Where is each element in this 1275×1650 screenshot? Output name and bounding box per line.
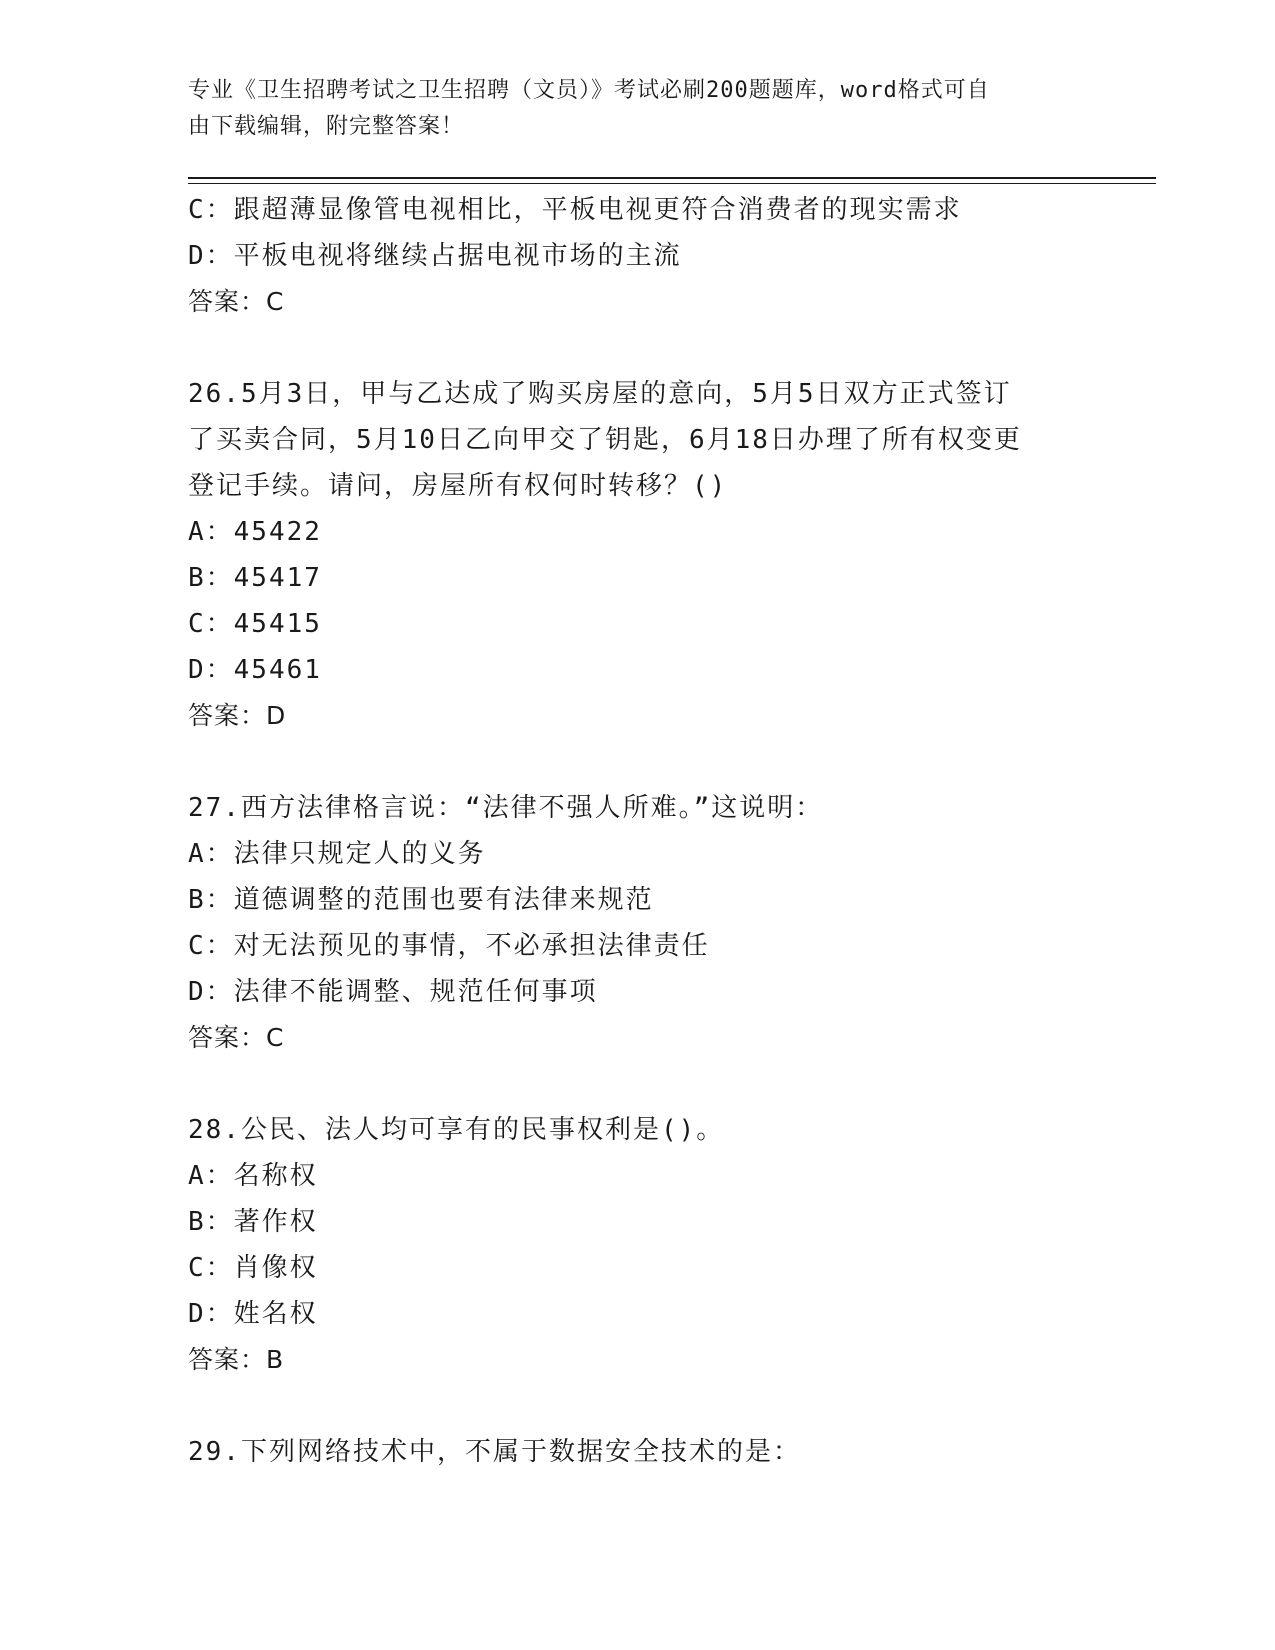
question-27-option-c: C：对无法预见的事情，不必承担法律责任 bbox=[188, 931, 710, 961]
question-28-option-b: B：著作权 bbox=[188, 1207, 318, 1237]
header-divider-thin bbox=[188, 183, 1156, 184]
prev-answer: 答案：C bbox=[188, 287, 285, 316]
header-divider-thick bbox=[188, 177, 1156, 179]
question-28-answer: 答案：B bbox=[188, 1345, 285, 1374]
question-26-option-c: C：45415 bbox=[188, 609, 322, 639]
question-26-option-b: B：45417 bbox=[188, 563, 322, 593]
question-28-option-a: A：名称权 bbox=[188, 1161, 318, 1191]
header-line-1: 专业《卫生招聘考试之卫生招聘（文员）》考试必刷200题题库，word格式可自 bbox=[188, 78, 990, 103]
question-26-option-d: D：45461 bbox=[188, 655, 322, 685]
document-header bbox=[188, 73, 1068, 145]
question-28-option-c: C：肖像权 bbox=[188, 1253, 318, 1283]
question-26-stem-line-1: 26.5月3日，甲与乙达成了购买房屋的意向，5月5日双方正式签订 bbox=[188, 379, 1012, 409]
question-block-28 bbox=[188, 1107, 1088, 1383]
spacer bbox=[188, 739, 1088, 785]
question-block-29 bbox=[188, 1429, 1088, 1475]
question-27-answer: 答案：C bbox=[188, 1023, 285, 1052]
prev-option-d: D：平板电视将继续占据电视市场的主流 bbox=[188, 241, 682, 271]
prev-option-c: C：跟超薄显像管电视相比，平板电视更符合消费者的现实需求 bbox=[188, 195, 962, 225]
question-content bbox=[188, 187, 1088, 1475]
question-29-stem: 29.下列网络技术中，不属于数据安全技术的是： bbox=[188, 1437, 801, 1467]
question-26-stem-line-2: 了买卖合同，5月10日乙向甲交了钥匙，6月18日办理了所有权变更 bbox=[188, 425, 1022, 455]
spacer bbox=[188, 1383, 1088, 1429]
question-27-option-a: A：法律只规定人的义务 bbox=[188, 839, 486, 869]
question-27-stem: 27.西方法律格言说：“法律不强人所难。”这说明： bbox=[188, 793, 824, 823]
question-27-option-d: D：法律不能调整、规范任何事项 bbox=[188, 977, 598, 1007]
header-line-2: 由下载编辑，附完整答案！ bbox=[188, 114, 465, 139]
question-28-option-d: D：姓名权 bbox=[188, 1299, 318, 1329]
question-26-answer: 答案：D bbox=[188, 701, 287, 730]
question-26-option-a: A：45422 bbox=[188, 517, 322, 547]
spacer bbox=[188, 325, 1088, 371]
question-block-27 bbox=[188, 785, 1088, 1061]
question-block-26 bbox=[188, 371, 1088, 739]
question-26-stem-line-3: 登记手续。请问，房屋所有权何时转移？() bbox=[188, 471, 728, 501]
spacer bbox=[188, 1061, 1088, 1107]
question-28-stem: 28.公民、法人均可享有的民事权利是()。 bbox=[188, 1115, 725, 1145]
question-27-option-b: B：道德调整的范围也要有法律来规范 bbox=[188, 885, 654, 915]
